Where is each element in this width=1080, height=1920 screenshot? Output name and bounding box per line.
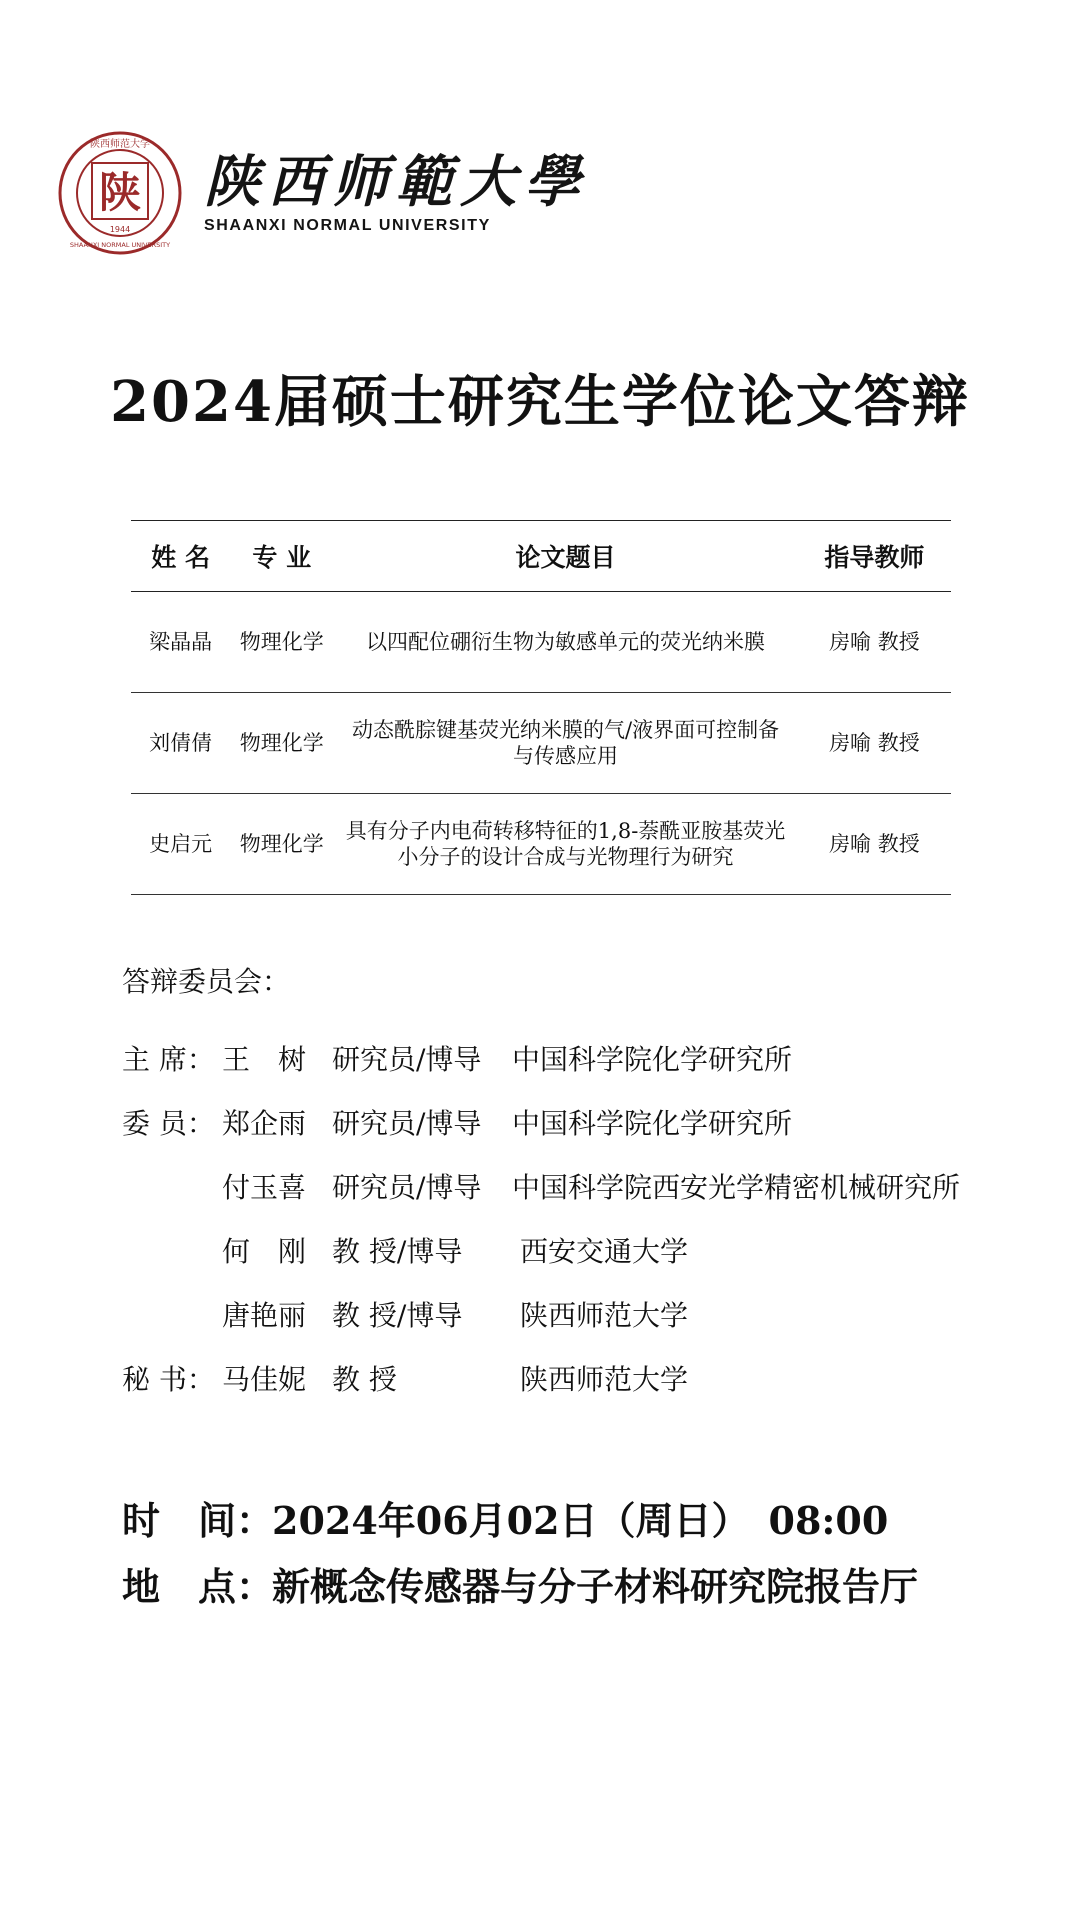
student-major: 物理化学 <box>230 794 333 895</box>
member-organization: 中国科学院化学研究所 <box>512 1107 793 1140</box>
time-label: 时 间： <box>122 1498 275 1543</box>
university-name-english: SHAANXI NORMAL UNIVERSITY <box>204 217 491 234</box>
table-row <box>131 794 951 895</box>
table-row <box>131 693 951 794</box>
thesis-title: 动态酰腙键基荧光纳米膜的气/液界面可控制备与传感应用 <box>333 693 798 794</box>
member-role: 委 员： <box>122 1107 215 1140</box>
advisor: 房喻 教授 <box>798 693 951 794</box>
table-header-row <box>131 521 951 592</box>
header-thesis-title: 论文题目 <box>333 521 798 592</box>
defense-place <box>122 1556 918 1611</box>
student-major: 物理化学 <box>230 592 333 693</box>
member-organization: 西安交通大学 <box>520 1235 689 1268</box>
advisor: 房喻 教授 <box>798 592 951 693</box>
member-name: 唐艳丽 <box>222 1299 307 1332</box>
advisor: 房喻 教授 <box>798 794 951 895</box>
member-name: 马佳妮 <box>222 1363 307 1396</box>
header-advisor: 指导教师 <box>798 521 951 592</box>
member-rank: 教 授/博导 <box>332 1235 463 1268</box>
page-title: 2024届硕士研究生学位论文答辩 <box>110 369 970 435</box>
thesis-title: 具有分子内电荷转移特征的1,8-萘酰亚胺基荧光小分子的设计合成与光物理行为研究 <box>333 794 798 895</box>
member-rank: 教 授/博导 <box>332 1299 463 1332</box>
member-rank: 研究员/博导 <box>332 1171 482 1204</box>
member-name: 何 刚 <box>222 1235 307 1268</box>
committee-member-row <box>122 1218 960 1282</box>
committee-member-row <box>122 1282 960 1346</box>
defense-time <box>122 1490 888 1545</box>
member-organization: 中国科学院西安光学精密机械研究所 <box>512 1171 961 1204</box>
seal-character: 陕 <box>98 168 142 217</box>
student-name: 刘倩倩 <box>131 693 230 794</box>
committee-member-row <box>122 1090 960 1154</box>
member-organization: 陕西师范大学 <box>520 1363 689 1396</box>
university-header <box>58 128 588 258</box>
time-value: 2024年06月02日（周日） 08:00 <box>272 1498 889 1543</box>
thesis-title: 以四配位硼衍生物为敏感单元的荧光纳米膜 <box>333 592 798 693</box>
seal-year: 1944 <box>109 225 131 234</box>
member-organization: 陕西师范大学 <box>520 1299 689 1332</box>
seal-ring-top-text: 陕西师范大学 <box>90 139 150 150</box>
table-row <box>131 592 951 693</box>
place-label: 地 点： <box>122 1564 275 1609</box>
member-name: 王 树 <box>222 1043 307 1076</box>
committee-heading: 答辩委员会： <box>122 965 291 998</box>
place-value: 新概念传感器与分子材料研究院报告厅 <box>272 1564 919 1609</box>
member-rank: 研究员/博导 <box>332 1043 482 1076</box>
committee-member-row <box>122 1346 960 1410</box>
seal-ring-bottom-text: SHAANXI NORMAL UNIVERSITY <box>69 241 171 249</box>
university-name-chinese: 陕西师範大學 <box>204 149 588 215</box>
member-name: 付玉喜 <box>222 1171 307 1204</box>
student-major: 物理化学 <box>230 693 333 794</box>
member-rank: 研究员/博导 <box>332 1107 482 1140</box>
thesis-table <box>131 520 951 895</box>
student-name: 史启元 <box>131 794 230 895</box>
member-name: 郑企雨 <box>222 1107 307 1140</box>
member-role: 秘 书： <box>122 1363 215 1396</box>
committee-member-row <box>122 1026 960 1090</box>
defense-committee <box>122 960 960 1410</box>
header-major: 专 业 <box>230 521 333 592</box>
member-role: 主 席： <box>122 1043 215 1076</box>
committee-member-row <box>122 1154 960 1218</box>
member-rank: 教 授 <box>332 1363 397 1396</box>
university-seal-logo <box>58 131 182 255</box>
header-name: 姓 名 <box>131 521 230 592</box>
member-organization: 中国科学院化学研究所 <box>512 1043 793 1076</box>
student-name: 梁晶晶 <box>131 592 230 693</box>
